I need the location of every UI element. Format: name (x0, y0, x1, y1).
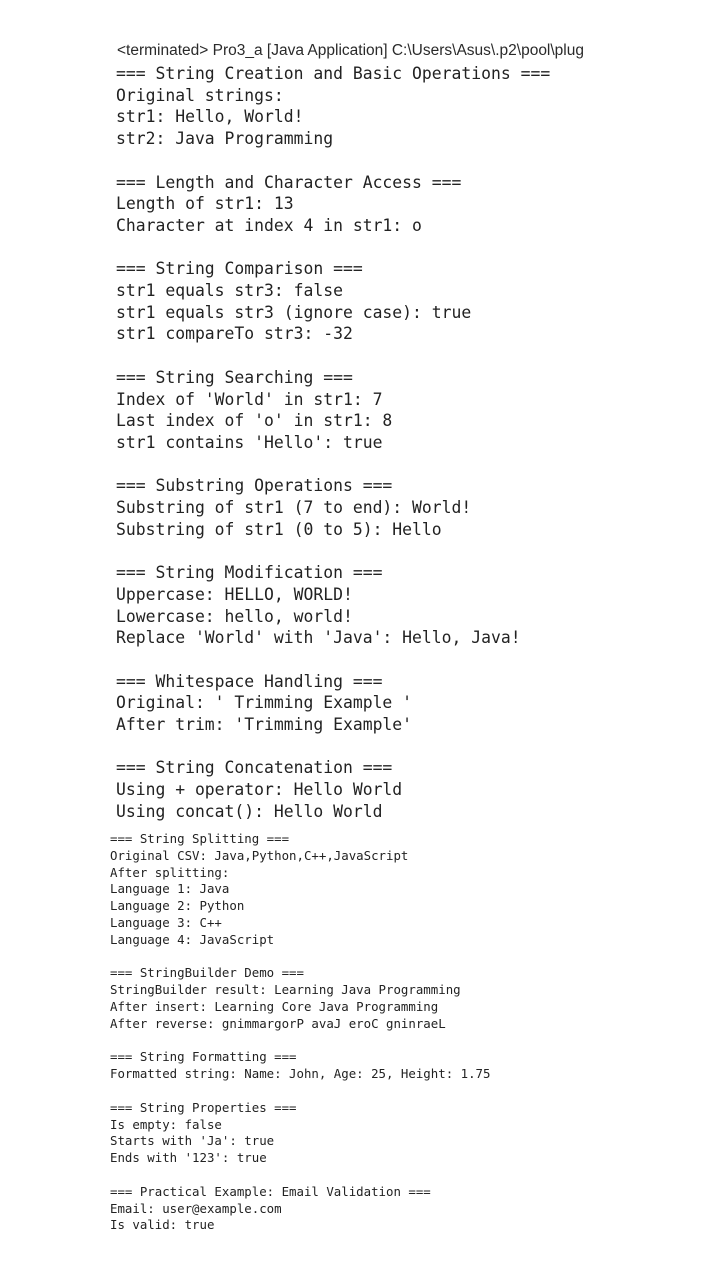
console-blank-line (110, 1083, 710, 1100)
console-output-line: Substring of str1 (7 to end): World! (116, 498, 472, 517)
console-section-heading: === String Searching === (116, 367, 353, 387)
console-output-line: Language 3: C++ (110, 914, 222, 930)
console-blank-line (116, 540, 696, 562)
console-output-line: Email: user@example.com (110, 1200, 282, 1216)
console-blank-line (110, 1033, 710, 1050)
console-output-line: Last index of 'o' in str1: 8 (116, 411, 393, 431)
console-section-heading: === String Modification === (116, 563, 383, 583)
console-output-line: Character at index 4 in str1: o (116, 215, 422, 235)
console-output-small-section (110, 831, 710, 1234)
console-blank-line (116, 454, 696, 476)
console-output-large-section (116, 63, 696, 823)
console-output-line: Is valid: true (110, 1217, 215, 1233)
console-section-heading: === Substring Operations === (116, 476, 393, 496)
console-output-line: Language 4: JavaScript (110, 931, 275, 947)
console-section-heading: === Whitespace Handling === (116, 671, 383, 691)
console-section-heading: === Practical Example: Email Validation === (110, 1183, 431, 1199)
console-output-line: StringBuilder result: Learning Java Programming (110, 982, 461, 998)
console-output-line: After splitting: (110, 864, 230, 880)
console-blank-line (110, 949, 710, 966)
console-output-line: Is empty: false (110, 1116, 222, 1132)
console-output-line: str2: Java Programming (116, 129, 334, 149)
console-section-heading: === String Comparison === (116, 259, 363, 279)
console-blank-line (116, 736, 696, 758)
console-output-line: After trim: 'Trimming Example' (116, 715, 413, 734)
console-output-line: After reverse: gnimmargorP avaJ eroC gninraeL (110, 1015, 446, 1031)
console-section-heading: === String Splitting === (110, 831, 290, 846)
console-output-line: str1 contains 'Hello': true (116, 432, 383, 452)
console-output-line: Substring of str1 (0 to 5): Hello (116, 519, 442, 539)
console-output-line: Lowercase: hello, world! (116, 606, 353, 626)
console-blank-line (116, 345, 696, 367)
console-output-line: Uppercase: HELLO, WORLD! (116, 584, 353, 604)
console-blank-line (110, 1167, 710, 1184)
console-output-line: Original CSV: Java,Python,C++,JavaScript (110, 847, 409, 863)
console-output-line: Original strings: (116, 85, 284, 105)
console-section-heading: === String Concatenation === (116, 758, 393, 778)
console-output-line: str1: Hello, World! (116, 107, 304, 127)
console-blank-line (116, 237, 696, 259)
console-section-heading: === String Creation and Basic Operations === (116, 64, 551, 83)
console-output-line: Original: ' Trimming Example ' (116, 693, 413, 713)
console-section-heading: === String Properties === (110, 1099, 297, 1115)
console-output-line: Replace 'World' with 'Java': Hello, Java! (116, 628, 521, 648)
console-output-line: str1 equals str3 (ignore case): true (116, 302, 472, 322)
console-section-heading: === String Formatting === (110, 1049, 297, 1065)
console-status-header: <terminated> Pro3_a [Java Application] C:\Users\Asus\.p2\pool\plug (117, 42, 584, 59)
console-section-heading: === Length and Character Access === (116, 172, 462, 192)
console-output-line: Formatted string: Name: John, Age: 25, Height: 1.75 (110, 1066, 491, 1082)
console-output-line: Ends with '123': true (110, 1150, 267, 1166)
console-output-line: Language 1: Java (110, 881, 230, 897)
console-output-line: Using + operator: Hello World (116, 780, 403, 800)
console-output-line: Using concat(): Hello World (116, 801, 383, 821)
console-output-line: Length of str1: 13 (116, 194, 294, 214)
console-section-heading: === StringBuilder Demo === (110, 965, 304, 981)
console-output-line: Index of 'World' in str1: 7 (116, 389, 383, 409)
console-output-line: str1 equals str3: false (116, 281, 343, 300)
console-output-line: Starts with 'Ja': true (110, 1133, 275, 1149)
console-blank-line (116, 649, 696, 671)
console-output-line: After insert: Learning Core Java Programming (110, 998, 439, 1014)
console-output-line: Language 2: Python (110, 898, 245, 914)
console-blank-line (116, 150, 696, 172)
console-output-line: str1 compareTo str3: -32 (116, 324, 353, 344)
